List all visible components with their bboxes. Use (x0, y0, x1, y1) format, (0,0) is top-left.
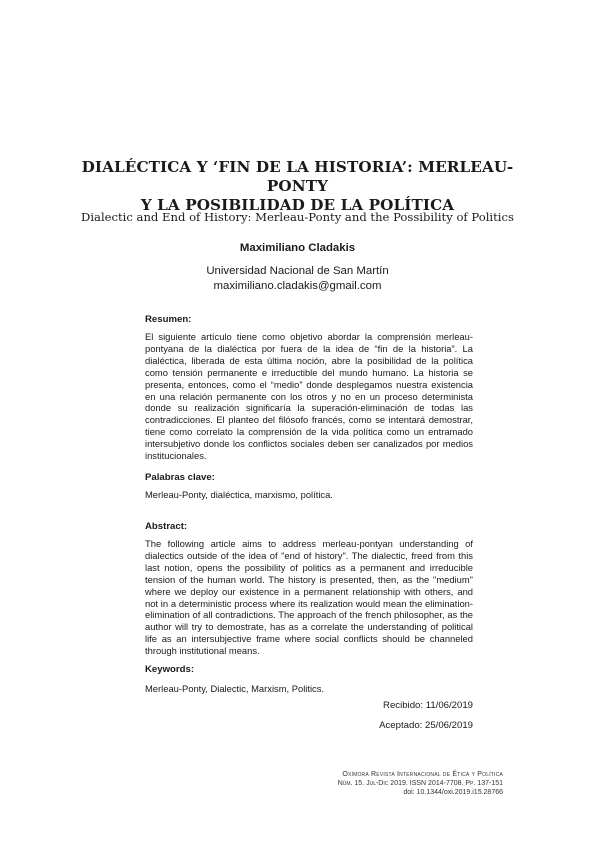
abstract-heading: Abstract: (145, 521, 188, 532)
journal-issue: Núm. 15. Jul-Dic 2019. ISSN 2014-7708. Pp. 137-151 (337, 780, 503, 788)
title-line-2: Y LA POSIBILIDAD DE LA POLÍTICA (140, 196, 455, 214)
keywords-text: Merleau-Ponty, Dialectic, Marxism, Politics. (145, 683, 325, 694)
keywords-heading: Keywords: (145, 664, 195, 675)
article-title (60, 158, 535, 215)
author-email[interactable]: maximiliano.cladakis@gmail.com (213, 280, 382, 292)
english-title: Dialectic and End of History: Merleau-Ponty and the Possibility of Politics (81, 210, 514, 224)
received-date: Recibido: 11/06/2019 (383, 700, 473, 711)
journal-name: Oxímora Revista Internacional de Ética y Política (342, 771, 503, 778)
accepted-date: Aceptado: 25/06/2019 (379, 720, 473, 731)
journal-footer (183, 770, 503, 798)
title-line-1: DIALÉCTICA Y ‘FIN DE LA HISTORIA’: MERLEAU-PONTY (81, 158, 514, 195)
palabras-clave-text: Merleau-Ponty, dialéctica, marxismo, política. (145, 489, 333, 500)
palabras-clave-heading: Palabras clave: (145, 472, 215, 483)
resumen-text: El siguiente artículo tiene como objetivo abordar la comprensión merleau-pontyana de la dialéctica por fuera de la idea de “fin de la historia”. La dialéctica, liberada de esta última noción, abre la posibilidad de la política como tensión permanente e irreductible del mundo humano. La historia se presenta, entonces, como el “medio” donde desplegamos nuestra existencia en una relación permanente con los otros y no en un proceso determinista donde su realización significaría la superación-eliminación de todas las contradicciones. El planteo del filósofo francés, como se intentará demostrar, tiene como correlato la comprensión de la vida política como un entramado intersubjetivo donde los conflictos sociales deben ser canalizados por medios institucionales. (145, 331, 473, 462)
abstract-text: The following article aims to address merleau-pontyan understanding of dialectics outside of the idea of "end of history". The dialectic, freed from this last notion, opens the possibility of politics as a permanent and irreducible tension of the human world. The history is presented, then, as the "medium" where we deploy our existence in a permanent relationship with others, and not in a deterministic process where its realization would mean the elimination-elimination of all contradictions. The approach of the french philosopher, as the author will try to demostrate, has as a correlate the understanding of political life as an intersubjective frame where social conflicts should be channeled through institutional means. (145, 538, 473, 657)
resumen-heading: Resumen: (145, 314, 192, 325)
author-name: Maximiliano Cladakis (239, 242, 356, 254)
doi-link[interactable]: doi: 10.1344/oxi.2019.i15.28766 (403, 789, 503, 797)
affiliation: Universidad Nacional de San Martín (206, 265, 389, 277)
author-affiliation-block (40, 264, 555, 294)
